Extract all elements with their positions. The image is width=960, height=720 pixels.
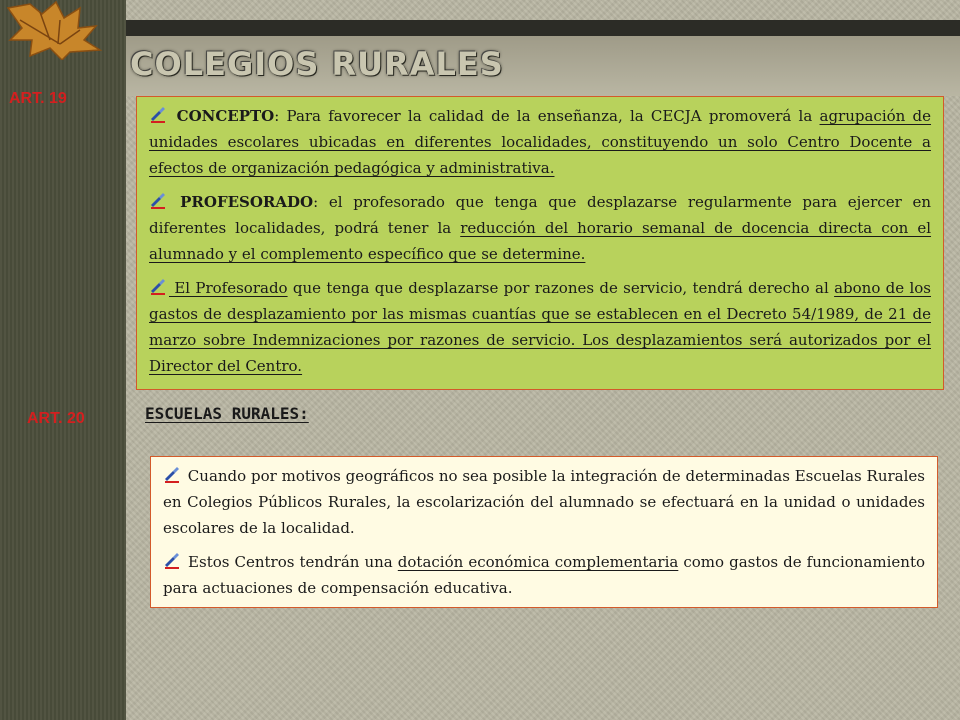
- profesorado-text: : el profesorado que tenga que desplazarse regularmente para ejercer en diferentes localidades, podrá tener la: [149, 193, 931, 237]
- desplazamiento-text: que tenga que desplazarse por razones de servicio, tendrá derecho al: [287, 279, 835, 297]
- bullet-icon: [149, 193, 167, 209]
- escuelas-rurales-heading: ESCUELAS RURALES:: [145, 404, 309, 423]
- top-bar: [126, 20, 960, 36]
- profesorado-paragraph: [149, 189, 931, 267]
- bullet-icon: [163, 467, 181, 483]
- concept-lead: CONCEPTO: [169, 107, 275, 125]
- integracion-text: Cuando por motivos geográficos no sea posible la integración de determinadas Escuelas Rurales en Colegios Públicos Rurales, la escolarización del alumnado se efectuará en la unidad o unidades escolares de la localidad.: [163, 467, 925, 537]
- desplazamiento-paragraph: [149, 275, 931, 379]
- profesorado-lead: PROFESORADO: [169, 193, 314, 211]
- bullet-icon: [149, 279, 167, 295]
- desplazamiento-underlined: abono de los gastos de desplazamiento por las mismas cuantías que se establecen en el Decreto 54/1989, de 21 de marzo sobre Indemnizaciones por razones de servicio. Los desplazamientos será autorizados por el Director del Centro.: [149, 279, 931, 375]
- dotacion-text: Estos Centros tendrán una: [183, 553, 398, 571]
- article-20-label: ART. 20: [27, 410, 85, 427]
- concept-underlined: agrupación de unidades escolares ubicadas en diferentes localidades, constituyendo un solo Centro Docente a efectos de organización pedagógica y administrativa.: [149, 107, 932, 177]
- bullet-icon: [149, 107, 167, 123]
- autumn-leaf-icon: [0, 0, 120, 60]
- dotacion-tail: como gastos de funcionamiento para actuaciones de compensación educativa.: [163, 553, 926, 597]
- concept-text: : Para favorecer la calidad de la enseñanza, la CECJA promoverá la: [274, 107, 820, 125]
- bullet-icon: [163, 553, 181, 569]
- article-19-label: ART. 19: [9, 90, 67, 107]
- slide-title: COLEGIOS RURALES: [130, 45, 504, 83]
- article-20-box: [150, 456, 938, 608]
- dotacion-paragraph: [163, 549, 925, 601]
- sidebar-strip: [0, 0, 126, 720]
- profesorado-underlined: reducción del horario semanal de docencia directa con el alumnado y el complemento específico que se determine.: [149, 219, 932, 263]
- dotacion-underlined: dotación económica complementaria: [397, 553, 679, 571]
- desplazamiento-lead: El Profesorado: [169, 279, 288, 297]
- concept-paragraph: [149, 103, 931, 181]
- integracion-paragraph: [163, 463, 925, 541]
- article-19-box: [136, 96, 944, 390]
